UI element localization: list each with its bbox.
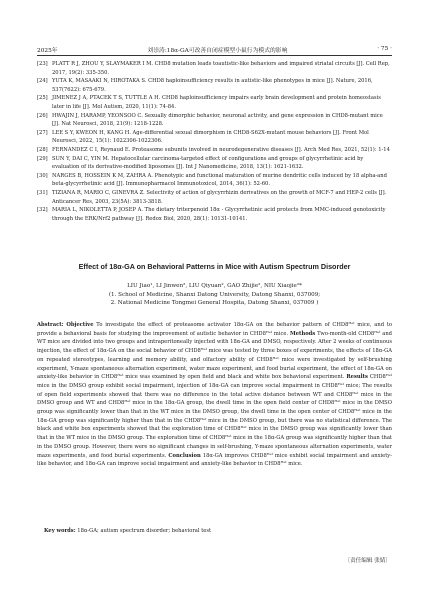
reference-item: [31] TIZIANA R, MARIO C, GINEVRA Z. Selectivity of action of glycyrrhizin derivatives on the growth of MCF-7 and HEP-2 cells [J]. Anticancer Res, 2003, 23(5A): 3813-3818.	[37, 189, 387, 205]
editor-note: 〔责任编辑 张婧〕	[344, 558, 391, 564]
reference-list	[37, 60, 392, 223]
objective-label: Objective	[66, 322, 94, 328]
author-block	[37, 282, 392, 308]
reference-item: [26] HWAJIN J, HARAMP, YEONSOO C. Sexually dimorphic behavior, neuronal activity, and gene expression in CHD8-mutant mice [J]. Nat Neurosci, 2018, 21(9): 1218-1228.	[37, 112, 383, 128]
methods-text: Two-month-old CHD8ᴴᵉᵗ and WT mice are divided into two groups and intraperitoneally injected with 18α-GA and DMSO, respectively. After 2 weeks of continuous injection, the effect of 18α-GA on the social behavior of CHD8ᴴᵉᵗ mice was tested by three boxes of experiments, the effects of 18α-GA on repeated stereotypes, learning and memory ability, and olfactory ability of CHD8ᴴᵉᵗ mice were investigated by self-brushing experiment, Y-maze spontaneous alternation experiment, water maze experiment, and food burial experiment, the effect of 18α-GA on anxiety-like behavior in CHD8ᴴᵉᵗ mice was examined by open field and black and white box behavioral experiment.	[37, 330, 392, 381]
abstract	[37, 321, 392, 469]
conclusion-label: Conclusion	[168, 452, 201, 459]
reference-item: [24] YUTA K, MASAAKI N, HIROTAKA S. CHD8 haploinsufficiency results in autistic-like phenotypes in mice [J]. Nature, 2016, 537(7622): 675-679.	[37, 78, 373, 93]
objective-text: To investigate the effect of proteasome activator 18α-GA on the behavior pattern of CHD8ᴴᵉᵗ mice, and to provide a behavioral basis for studying the improvement of autistic behavior in CHD8ᴴᵉᵗ mice.	[37, 322, 392, 337]
results-label: Results	[346, 374, 368, 381]
reference-item: [27] LEE S Y, KWEON H, KANG H. Age-differential sexual dimorphism in CHD8-S62X-mutant mouse behaviors [J]. Front Mol Neurosci, 2022, 15(1): 1022306-1022306.	[37, 129, 369, 145]
conclusion-text: 18α-GA improves CHD8ᴴᵉᵗ mice exhibit social impairment and anxiety-like behavior, and 18α-GA can improve social impairment and anxiety-like behavior in CHD8ᴴᵉᵗ mice.	[37, 452, 392, 468]
header-journal-title: 刘崇涛:18α-GA可改善自闭症模型小鼠行为模式的影响	[147, 47, 288, 54]
reference-item: [25] JIMENEZ J A, PTACEK T S, TUTTLE A H. CHD8 haploinsufficiency impairs early brain development and protein homeostasis later in life [J]. Mol Autism, 2020, 11(1): 74-84.	[37, 95, 381, 110]
keywords-text: 18α-GA; autism spectrum disorder; behavioral test	[77, 528, 212, 534]
header-rule	[37, 55, 392, 56]
article-title-en: Effect of 18α-GA on Behavioral Patterns in Mice with Autism Spectrum Disorder	[78, 262, 351, 271]
reference-item: [32] MARIA L, NIKOLETTA P, JOSEP A. The dietary triterpenoid 18α - Glycyrrhetinic acid protects from MMC-induced genotoxicity through the ERK/Nrf2 pathway [J]. Redox Biol, 2020, 28(1): 10131-10141.	[37, 207, 386, 222]
reference-item: [29] SUN Y, DAI C, YIN M. Hepatocellular carcinoma-targeted effect of configurations and groups of glycyrrhetinic acid by evaluation of its derivative-modified liposomes [J]. Int J Nanomedicine, 2018, 13(1): 1621-1632.	[37, 155, 364, 171]
author-list: LIU Jiao¹, LI Jinwen², LIU Qiyuan², GAO Zhijie², NIU Xiaojie²*	[127, 283, 302, 289]
affiliation-2: 2. National Medicine Tongmei General Hospita, Datong Shanxi, 037009 )	[110, 300, 319, 307]
results-text: CHD8ᴴᵉᵗ mice in the DMSO group exhibit social impairment, injection of 18α-GA can improve social impairment in CHD8ᴴᵉᵗ mice; The results of open field experiments showed that there was no difference in the total active distance between WT and CHD8ᴴᵉᵗ mice in the DMSO group and WT and CHD8ᴴᵉᵗ mice in the 18α-GA group, the dwell time in the open field center of CHD8ᴴᵉᵗ mice in the DMSO group was significantly lower than that in the WT mice in the DMSO group, the dwell time in the open center of CHD8ᴴᵉᵗ mice in the 18α-GA group was significantly higher than that in the CHD8ᴴᵉᵗ mice in the DMSO group, but there was no statistical difference. The black and white box experiments showed that the exploration time of CHD8ᴴᵉᵗ mice in the DMSO group was significantly lower than that in the WT mice in the DMSO group. The exploration time of CHD8ᴴᵉᵗ mice in the 18α-GA group was significantly higher than that in the DMSO group. However, there were no significant changes in self-brushing, Y-maze spontaneous alternation experiments, water maze experiments, and food burial experiments.	[37, 374, 392, 459]
reference-item: [30] NARGES B, HOSSEIN K M, ZAHRA A. Phenotypic and functional maturation of murine dendritic cells induced by 18 alpha-and beta-glycyrrhetinic acid [J]. Immunopharmacol Immunotoxicol, 2014, 36(1): 52-60.	[37, 172, 387, 188]
methods-label: Methods	[290, 330, 316, 337]
running-header	[37, 44, 392, 54]
abstract-label: Abstract:	[37, 322, 64, 328]
header-year: 2025年	[37, 47, 58, 54]
reference-item: [23] PLATT R J, ZHOU Y, SLAYMAKER I M. CHD8 mutation leads toautistic-like behaviors and impaired striatal circuits [J]. Cell Rep, 2017, 19(2): 335-350.	[37, 61, 390, 76]
header-page-number: · 75 ·	[377, 46, 392, 52]
affiliation-1: (1. School of Medicine, Shanxi Datong University, Datong Shanxi, 037009;	[108, 291, 321, 298]
keywords	[44, 528, 392, 534]
keywords-label: Key words:	[44, 528, 76, 534]
reference-item: [28] FERNANDEZ C I, Reynaud E. Proteasome subunits involved in neurodegenerative diseases [J]. Arch Med Res, 2021, 52(1): 1-14	[37, 146, 390, 153]
